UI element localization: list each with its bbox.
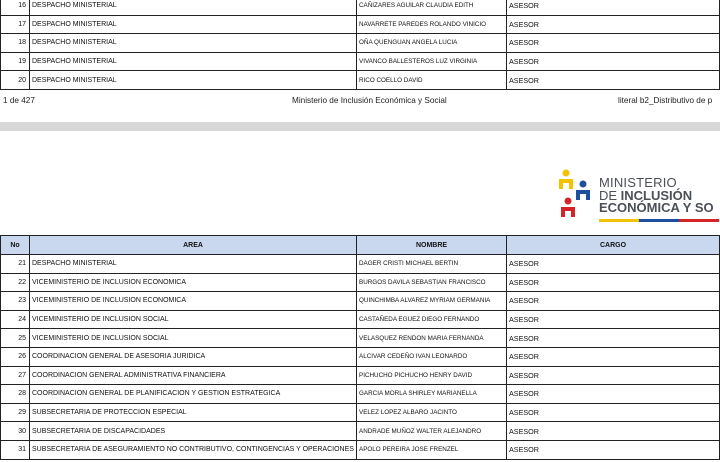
cell-nombre: RICO COELLO DAVID: [357, 71, 507, 90]
cell-no: 21: [1, 255, 30, 274]
cell-area: DESPACHO MINISTERIAL: [30, 34, 357, 53]
cell-no: 29: [1, 403, 30, 422]
cell-no: 20: [1, 71, 30, 90]
table-row: [1, 403, 720, 422]
cell-no: 19: [1, 52, 30, 71]
table-row: [1, 385, 720, 404]
logo-line-2-bold: INCLUSIÓN: [620, 187, 693, 203]
cell-nombre: BURGOS DAVILA SEBASTIAN FRANCISCO: [357, 273, 507, 292]
page-number: 1 de 427: [3, 96, 35, 105]
cell-no: 22: [1, 273, 30, 292]
table-header-row: [1, 236, 720, 255]
cell-nombre: QUINCHIMBA ALVAREZ MYRIAM GERMANIA: [357, 292, 507, 311]
cell-nombre: ALCIVAR CEDEÑO IVAN LEONARDO: [357, 347, 507, 366]
cell-cargo: ASESOR: [507, 422, 720, 441]
cell-nombre: APOLO PEREIRA JOSE FRENZEL: [357, 440, 507, 459]
cell-cargo: ASESOR: [507, 403, 720, 422]
footer-ministry-name: Ministerio de Inclusión Económica y Social: [292, 96, 447, 105]
table-row: [1, 347, 720, 366]
table-row: [1, 440, 720, 459]
cell-area: COORDINACION GENERAL DE PLANIFICACION Y GESTION ESTRATEGICA: [30, 385, 357, 404]
logo-line-2-prefix: DE: [599, 187, 621, 203]
cell-no: 30: [1, 422, 30, 441]
table-row: [1, 52, 720, 71]
column-header-nombre: NOMBRE: [357, 236, 507, 255]
cell-cargo: ASESOR: [507, 15, 720, 34]
cell-area: COORDINACION GENERAL ADMINISTRATIVA FINANCIERA: [30, 366, 357, 385]
logo-line-1: MINISTERIO: [599, 175, 677, 190]
cell-no: 25: [1, 329, 30, 348]
cell-area: VICEMINISTERIO DE INCLUSION SOCIAL: [30, 329, 357, 348]
table-row: [1, 310, 720, 329]
cell-area: SUBSECRETARIA DE DISCAPACIDADES: [30, 422, 357, 441]
cell-cargo: ASESOR: [507, 385, 720, 404]
cell-nombre: VELEZ LOPEZ ALBARO JACINTO: [357, 403, 507, 422]
ministry-logo: [554, 167, 720, 225]
cell-cargo: ASESOR: [507, 366, 720, 385]
cell-cargo: ASESOR: [507, 440, 720, 459]
cell-cargo: ASESOR: [507, 292, 720, 311]
cell-nombre: CAÑIZARES AGUILAR CLAUDIA EDITH: [357, 0, 507, 15]
cell-no: 26: [1, 347, 30, 366]
table-row: [1, 255, 720, 274]
table-row: [1, 422, 720, 441]
cell-area: DESPACHO MINISTERIAL: [30, 71, 357, 90]
flag-stripe: [599, 219, 719, 222]
table-row: [1, 34, 720, 53]
cell-area: COORDINACION GENERAL DE ASESORIA JURIDICA: [30, 347, 357, 366]
cell-area: VICEMINISTERIO DE INCLUSION ECONOMICA: [30, 273, 357, 292]
cell-area: DESPACHO MINISTERIAL: [30, 0, 357, 15]
cell-no: 17: [1, 15, 30, 34]
cell-area: VICEMINISTERIO DE INCLUSION ECONOMICA: [30, 292, 357, 311]
table-row: [1, 329, 720, 348]
cell-no: 23: [1, 292, 30, 311]
cell-nombre: OÑA QUENGUAN ANGELA LUCIA: [357, 34, 507, 53]
column-header-cargo: CARGO: [507, 236, 720, 255]
cell-nombre: VELASQUEZ RENDON MARIA FERNANDA: [357, 329, 507, 348]
cell-cargo: ASESOR: [507, 71, 720, 90]
cell-nombre: CASTAÑEDA EGUEZ DIEGO FERNANDO: [357, 310, 507, 329]
cell-cargo: ASESOR: [507, 310, 720, 329]
cell-nombre: NAVARRETE PAREDES ROLANDO VINICIO: [357, 15, 507, 34]
page-footer: [0, 96, 720, 110]
cell-no: 31: [1, 440, 30, 459]
cell-nombre: GARCIA MORLA SHIRLEY MARIANELLA: [357, 385, 507, 404]
table-row: [1, 15, 720, 34]
cell-area: DESPACHO MINISTERIAL: [30, 15, 357, 34]
cell-cargo: ASESOR: [507, 347, 720, 366]
column-header-area: AREA: [30, 236, 357, 255]
cell-area: DESPACHO MINISTERIAL: [30, 52, 357, 71]
cell-no: 28: [1, 385, 30, 404]
cell-nombre: PICHUCHO PICHUCHO HENRY DAVID: [357, 366, 507, 385]
cell-no: 16: [1, 0, 30, 15]
cell-nombre: ANDRADE MUÑOZ WALTER ALEJANDRO: [357, 422, 507, 441]
cell-cargo: ASESOR: [507, 0, 720, 15]
cell-cargo: ASESOR: [507, 34, 720, 53]
table-row: [1, 0, 720, 15]
column-header-no: No: [1, 236, 30, 255]
cell-nombre: VIVANCO BALLESTEROS LUZ VIRGINIA: [357, 52, 507, 71]
table-row: [1, 366, 720, 385]
document-page-current: [0, 131, 720, 462]
cell-cargo: ASESOR: [507, 255, 720, 274]
cell-area: SUBSECRETARIA DE ASEGURAMIENTO NO CONTRIBUTIVO, CONTINGENCIAS Y OPERACIONES: [30, 440, 357, 459]
table-row: [1, 292, 720, 311]
logo-line-3: ECONÓMICA Y SO: [599, 200, 714, 215]
cell-no: 18: [1, 34, 30, 53]
cell-area: VICEMINISTERIO DE INCLUSION SOCIAL: [30, 310, 357, 329]
document-page-previous: [0, 0, 720, 122]
cell-no: 24: [1, 310, 30, 329]
cell-nombre: DAGER CRISTI MICHAEL BERTIN: [357, 255, 507, 274]
staff-table: [0, 235, 720, 460]
table-row: [1, 273, 720, 292]
cell-no: 27: [1, 366, 30, 385]
cell-area: SUBSECRETARIA DE PROTECCION ESPECIAL: [30, 403, 357, 422]
cell-cargo: ASESOR: [507, 52, 720, 71]
footer-document-name: literal b2_Distributivo de p: [618, 96, 713, 105]
ministry-logo-figures-icon: [554, 167, 598, 225]
staff-table-previous-page: [0, 0, 720, 90]
cell-area: DESPACHO MINISTERIAL: [30, 255, 357, 274]
table-row: [1, 71, 720, 90]
page-separator: [0, 122, 720, 131]
cell-cargo: ASESOR: [507, 273, 720, 292]
cell-cargo: ASESOR: [507, 329, 720, 348]
